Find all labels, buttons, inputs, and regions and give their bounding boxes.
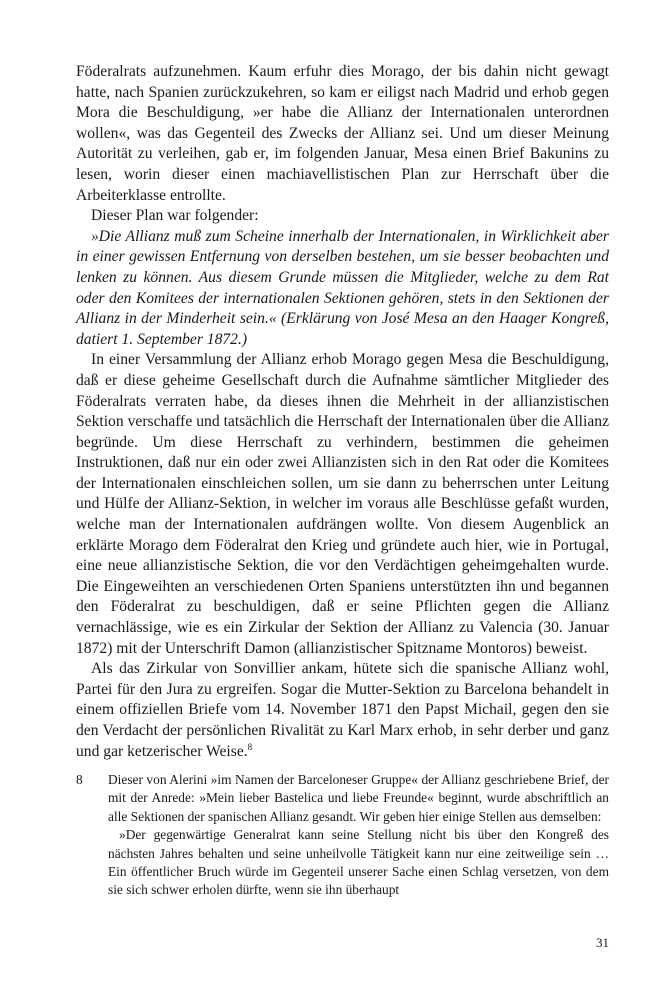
footnote-number: 8 [76,772,83,787]
paragraph-5-text: Als das Zirkular von Sonvillier ankam, hütete sich die spanische Allianz wohl, Partei für den Jura zu ergreifen. Sogar die Mutter-Sektion zu Barcelona behandelt in einem offiziellen Briefe vom 14. November 1871 den Papst Michail, gegen den sie den Verdacht der persönlichen Rivalität zu Karl Marx erhob, in sehr derber und ganz und gar ketzerischer Weise. [76,660,609,760]
footnote-paragraph-2: »Der gegenwärtige Generalrat kann seine Stellung nicht bis über den Kongreß des nächsten Jahres behalten und seine unheilvolle Tätigkeit kann nur eine zeitweilige sein … Ein öffentlicher Bruch würde im Gegenteil unserer Sache einen Schlag versetzen, von dem sie sich schwer erholen dürfte, wenn sie ihn überhaupt [108,827,609,898]
paragraph-2: Dieser Plan war folgender: [91,207,259,225]
footnote [76,771,609,900]
paragraph-1: Föderalrats aufzunehmen. Kaum erfuhr dies Morago, der bis dahin nicht gewagt hatte, nach Spanien zurückzukehren, so kam er eiligst nach Madrid und erhob gegen Mora die Beschuldigung, »er habe die Allianz der Internationalen unterordnen wollen«, was das Gegenteil des Zwecks der Allianz sei. Und um dieser Meinung Autorität zu verleihen, gab er, im folgenden Januar, Mesa einen Brief Bakunins zu lesen, worin dieser einen machiavellistischen Plan zur Herrschaft über die Arbeiterklasse entrollte. [76,63,609,204]
quote-paragraph: »Die Allianz muß zum Scheine innerhalb der Internationalen, in Wirklichkeit aber in einer gewissen Entfernung von derselben bestehen, um sie besser beobachten und lenken zu können. Aus diesem Grunde müssen die Mitglieder, welche zu dem Rat oder den Komitees der internationalen Sektionen gehören, stets in den Sektionen der Allianz in der Minderheit sein.« (Erklärung von José Mesa an den Haager Kongreß, datiert 1. September 1872.) [76,227,609,348]
footnote-reference: 8 [247,741,253,752]
main-text [76,62,609,762]
page-number: 31 [596,935,609,950]
footnote-paragraph-1: Dieser von Alerini »im Namen der Barceloneser Gruppe« der Allianz geschriebene Brief, der mit der Anrede: »Mein lieber Bastelica und liebe Freunde« beginnt, wurde abschriftlich an alle Sektionen der spanischen Allianz gesandt. Wir geben hier einige Stellen aus demselben: [108,772,609,824]
footnote-body [108,771,609,900]
paragraph-4: In einer Versammlung der Allianz erhob Morago gegen Mesa die Beschuldigung, daß er diese geheime Gesellschaft durch die Aufnahme sämtlicher Mitglieder des Föderalrats verraten habe, da dieses ihnen die Mehrheit in der allianzistischen Sektion verschaffe und tatsächlich die Herrschaft der Internationalen über die Allianz begründe. Um diese Herrschaft zu verhindern, bestimmen die geheimen Instruktionen, daß nur ein oder zwei Allianzisten sich in den Rat oder die Komitees der Internationalen einschleichen sollen, um sie dann zu beherrschen unter Leitung und Hülfe der Allianz-Sektion, in welcher im voraus alle Beschlüsse gefaßt wurden, welche man der Internationalen aufdrängen wollte. Von diesem Augenblick an erklärte Morago dem Föderalrat den Krieg und gründete auch hier, wie in Portugal, eine neue allianzistische Sektion, die vor den Verdächtigen geheimgehalten wurde. Die Eingeweihten an verschiedenen Orten Spaniens unterstützten ihn und begannen den Föderalrat zu beschuldigen, daß er seine Pflichten gegen die Allianz vernachlässige, wie es ein Zirkular der Sektion der Allianz zu Valencia (30. Januar 1872) mit der Unterschrift Damon (allianzistischer Spitzname Montoros) beweist. [76,351,609,657]
paragraph-5 [76,659,609,762]
